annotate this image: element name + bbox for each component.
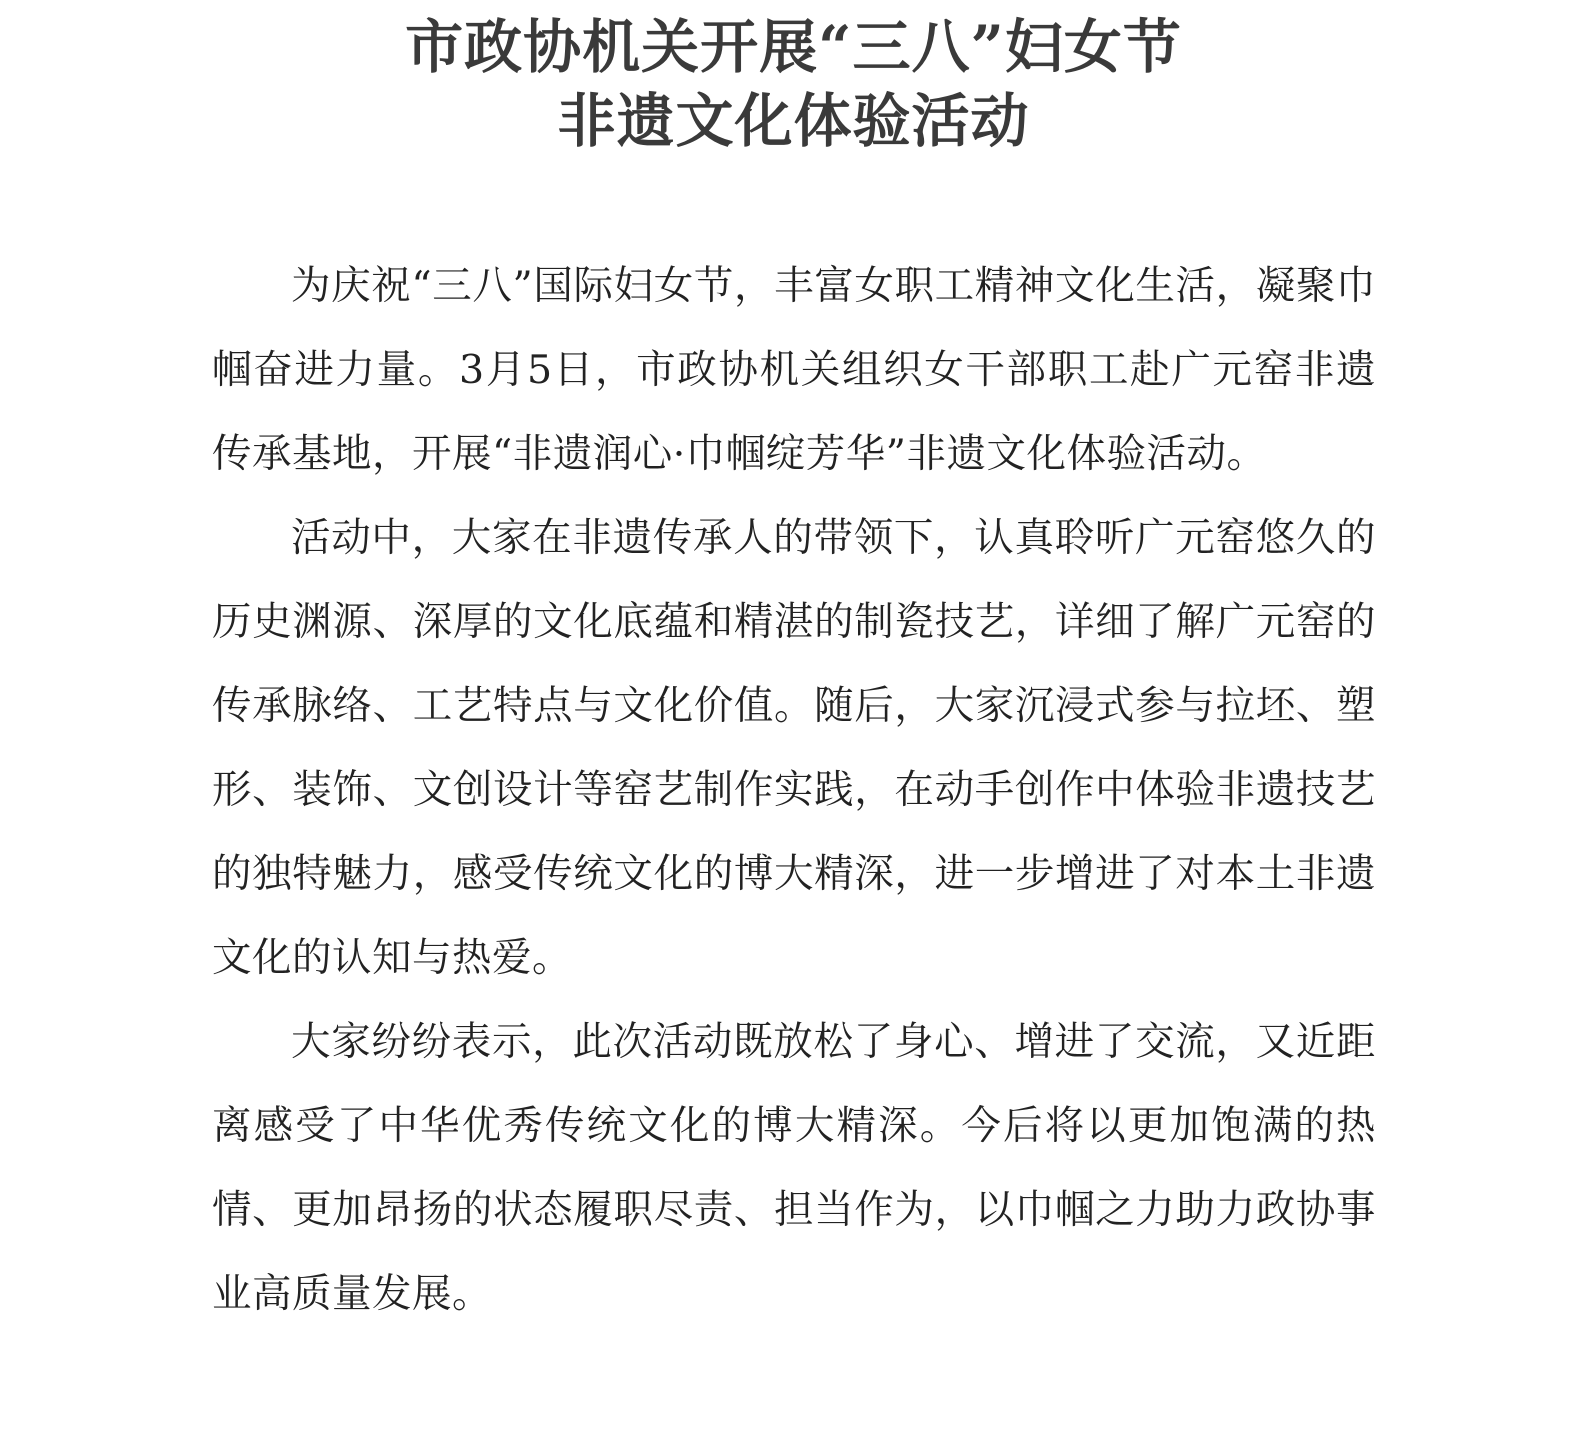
article-title-line-2: 非遗文化体验活动 <box>557 87 1030 155</box>
article-title-line-1: 市政协机关开展“三八”妇女节 <box>405 13 1182 81</box>
article-body <box>212 244 1376 1336</box>
paragraph-3: 大家纷纷表示，此次活动既放松了身心、增进了交流，又近距离感受了中华优秀传统文化的博大精深。今后将以更加饱满的热情、更加昂扬的状态履职尽责、担当作为，以巾帼之力助力政协事业高质量发展。 <box>212 1019 1376 1317</box>
article-title <box>0 10 1587 158</box>
paragraph-1: 为庆祝“三八”国际妇女节，丰富女职工精神文化生活，凝聚巾帼奋进力量。3月5日，市政协机关组织女干部职工赴广元窑非遗传承基地，开展“非遗润心·巾帼绽芳华”非遗文化体验活动。 <box>212 263 1376 477</box>
paragraph-2: 活动中，大家在非遗传承人的带领下，认真聆听广元窑悠久的历史渊源、深厚的文化底蕴和精湛的制瓷技艺，详细了解广元窑的传承脉络、工艺特点与文化价值。随后，大家沉浸式参与拉坯、塑形、装饰、文创设计等窑艺制作实践，在动手创作中体验非遗技艺的独特魅力，感受传统文化的博大精深，进一步增进了对本土非遗文化的认知与热爱。 <box>212 515 1376 981</box>
